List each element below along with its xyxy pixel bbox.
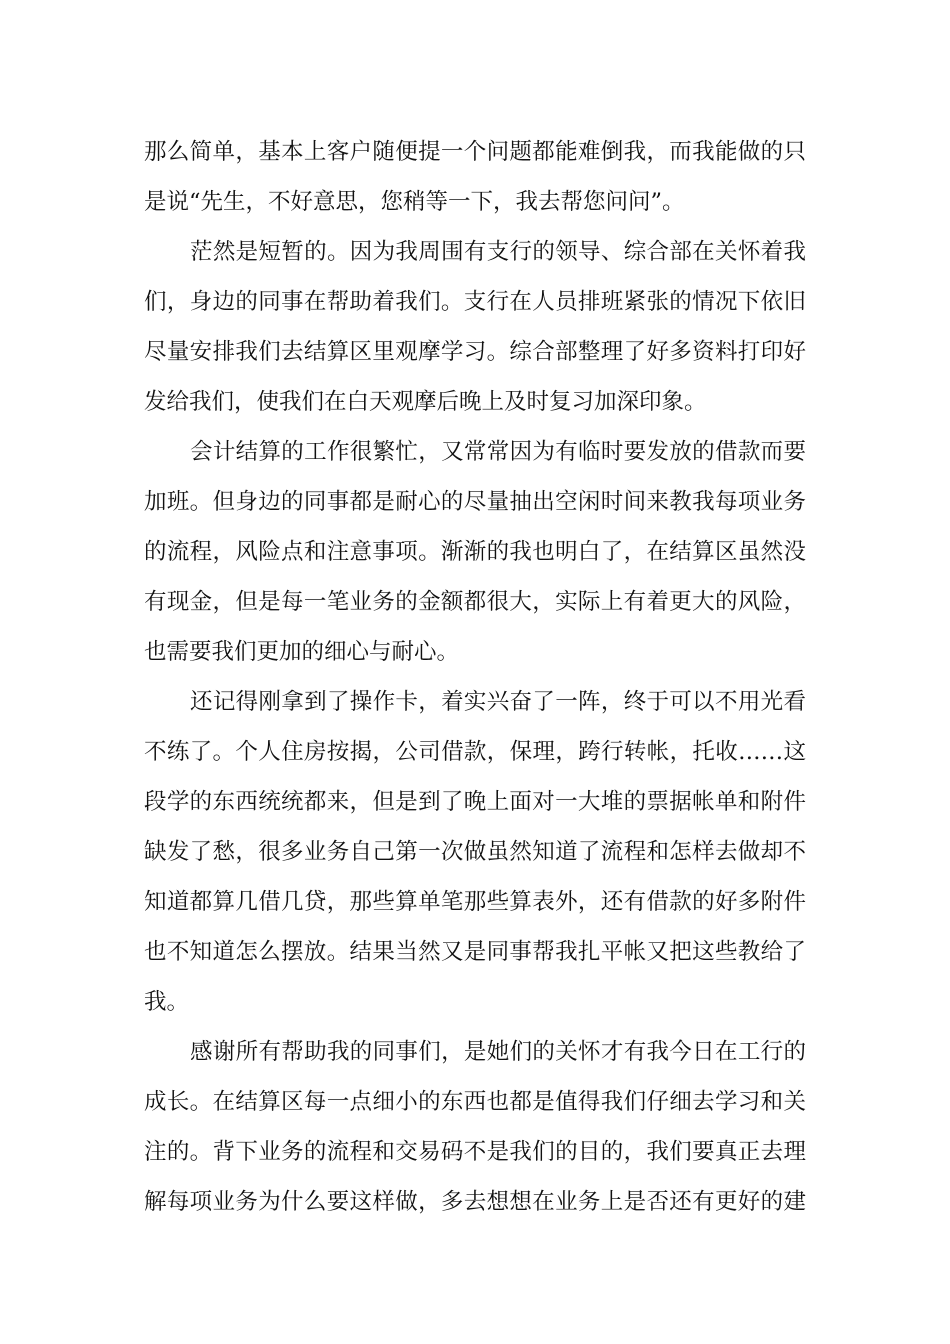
text-line: 段学的东西统统都来，但是到了晚上面对一大堆的票据帐单和附件	[144, 789, 806, 815]
text-line: 成长。在结算区每一点细小的东西也都是值得我们仔细去学习和关	[144, 1089, 806, 1115]
paragraph	[144, 227, 806, 427]
text-line: 那么简单，基本上客户随便提一个问题都能难倒我，而我能做的只	[144, 139, 806, 165]
text-line: 知道都算几借几贷，那些算单笔那些算表外，还有借款的好多附件	[144, 889, 806, 915]
paragraph	[144, 127, 806, 227]
text-line: 们，身边的同事在帮助着我们。支行在人员排班紧张的情况下依旧	[144, 289, 806, 315]
text-line: 加班。但身边的同事都是耐心的尽量抽出空闲时间来教我每项业务	[144, 489, 806, 515]
text-line: 解每项业务为什么要这样做，多去想想在业务上是否还有更好的建	[144, 1189, 806, 1215]
paragraph	[144, 677, 806, 1027]
paragraph	[144, 427, 806, 677]
text-line: 也不知道怎么摆放。结果当然又是同事帮我扎平帐又把这些教给了	[144, 939, 806, 965]
text-line: 茫然是短暂的。因为我周围有支行的领导、综合部在关怀着我	[190, 239, 806, 265]
text-line: 也需要我们更加的细心与耐心。	[144, 639, 460, 665]
text-line: 我。	[144, 989, 190, 1015]
text-line: 发给我们，使我们在白天观摩后晚上及时复习加深印象。	[144, 389, 707, 415]
text-line: 不练了。个人住房按揭，公司借款，保理，跨行转帐，托收……这	[144, 739, 806, 765]
text-line: 是说“先生，不好意思，您稍等一下，我去帮您问问”。	[144, 189, 685, 215]
text-line: 尽量安排我们去结算区里观摩学习。综合部整理了好多资料打印好	[144, 339, 806, 365]
text-line: 的流程，风险点和注意事项。渐渐的我也明白了，在结算区虽然没	[144, 539, 806, 565]
text-line: 缺发了愁，很多业务自己第一次做虽然知道了流程和怎样去做却不	[144, 839, 806, 865]
text-line: 感谢所有帮助我的同事们，是她们的关怀才有我今日在工行的	[190, 1039, 806, 1065]
text-line: 还记得刚拿到了操作卡，着实兴奋了一阵，终于可以不用光看	[190, 689, 806, 715]
text-line: 注的。背下业务的流程和交易码不是我们的目的，我们要真正去理	[144, 1139, 806, 1165]
paragraph	[144, 1027, 806, 1227]
text-line: 有现金，但是每一笔业务的金额都很大，实际上有着更大的风险，	[144, 589, 806, 615]
body-text	[144, 127, 806, 1227]
text-line: 会计结算的工作很繁忙，又常常因为有临时要发放的借款而要	[190, 439, 806, 465]
